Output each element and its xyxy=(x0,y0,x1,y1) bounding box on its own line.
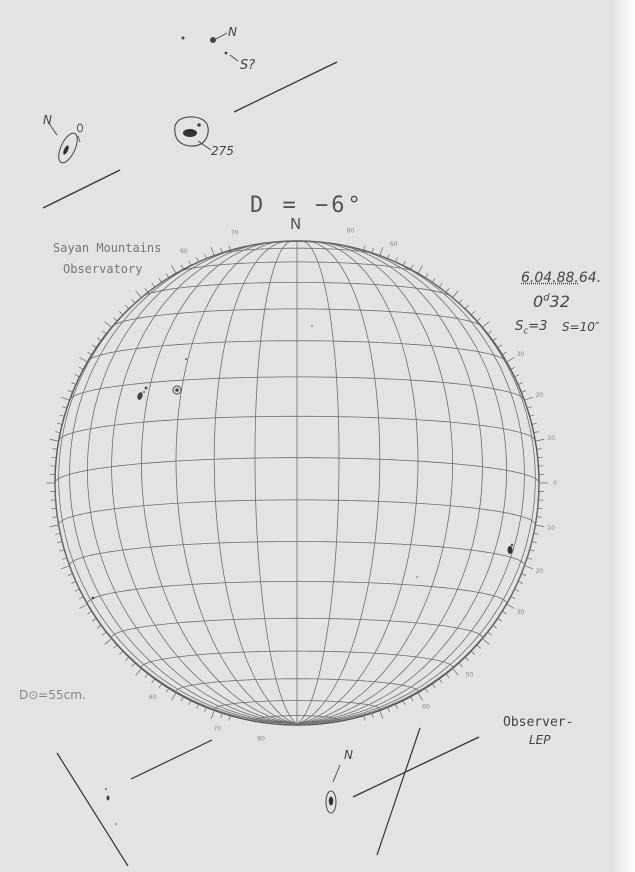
limb-tick xyxy=(105,322,112,328)
limb-tick xyxy=(221,713,223,718)
meridian-line xyxy=(55,483,297,724)
limb-tick xyxy=(152,679,155,683)
limb-tick xyxy=(88,611,92,614)
limb-tick xyxy=(388,707,390,712)
limb-tick xyxy=(364,716,365,721)
limb-tick xyxy=(471,651,475,655)
limb-tick xyxy=(113,645,117,648)
limb-tick xyxy=(152,283,155,287)
limb-tick xyxy=(50,525,59,527)
meridian-line xyxy=(297,483,539,724)
limb-tick xyxy=(132,663,135,667)
scale-sc xyxy=(515,319,547,337)
limb-tick xyxy=(538,457,543,458)
limb-tick xyxy=(521,391,526,393)
limb-tick xyxy=(79,367,83,369)
limb-tick xyxy=(125,305,128,309)
time-sup: d xyxy=(543,292,550,304)
limb-degree-label: 80 xyxy=(257,735,265,743)
limb-tick xyxy=(61,566,70,569)
observer-label: Observer- xyxy=(503,715,574,730)
meridian-line xyxy=(87,245,297,724)
limb-degree-label: 80 xyxy=(346,227,355,235)
limb-tick xyxy=(80,358,88,363)
limb-degree-labels xyxy=(149,228,557,743)
limb-tick xyxy=(57,542,62,543)
limb-degree-label: 10 xyxy=(547,524,555,532)
orientation-line xyxy=(353,737,479,797)
limb-tick xyxy=(189,261,191,266)
limb-tick xyxy=(507,604,515,609)
limb-tick xyxy=(97,625,101,628)
limb-tick xyxy=(465,657,469,661)
limb-tick xyxy=(418,693,423,701)
limb-tick xyxy=(459,299,462,303)
pore-dot xyxy=(311,325,313,327)
pore-dot xyxy=(92,597,95,600)
limb-tick xyxy=(538,508,543,509)
limb-tick xyxy=(459,663,462,667)
limb-tick xyxy=(488,632,492,635)
limb-tick xyxy=(364,246,365,251)
sc-symbol: S xyxy=(515,319,524,334)
limb-tick xyxy=(71,581,76,583)
limb-tick xyxy=(79,597,83,599)
observation-time xyxy=(533,292,570,311)
limb-tick xyxy=(425,274,428,278)
sketch-group-275 xyxy=(175,117,211,150)
limb-tick xyxy=(482,639,489,645)
date-suffix: 64. xyxy=(578,270,602,286)
limb-tick xyxy=(97,338,101,341)
sketch-north-label: N xyxy=(43,113,52,127)
limb-tick xyxy=(493,338,497,341)
limb-tick xyxy=(136,291,142,298)
limb-tick xyxy=(477,645,481,648)
limb-degree-label: 70 xyxy=(213,725,222,733)
limb-tick xyxy=(125,657,128,661)
time-value: 32 xyxy=(549,292,570,311)
limb-tick xyxy=(530,415,535,416)
limb-tick xyxy=(159,684,162,688)
limb-tick xyxy=(102,632,106,635)
limb-tick xyxy=(60,550,65,551)
limb-tick xyxy=(439,283,442,287)
limb-tick xyxy=(502,611,506,614)
limb-tick xyxy=(55,533,60,534)
limb-tick xyxy=(80,604,88,609)
limb-tick xyxy=(372,713,374,718)
limb-tick xyxy=(403,701,405,706)
limb-tick xyxy=(52,517,57,518)
limb-tick xyxy=(535,439,544,441)
limb-tick xyxy=(532,423,537,424)
limb-tick xyxy=(518,581,523,583)
limb-tick xyxy=(92,345,96,348)
observation-date xyxy=(521,270,601,286)
limb-tick xyxy=(537,517,542,518)
limb-tick xyxy=(61,397,70,400)
limb-tick xyxy=(395,704,397,709)
limb-tick xyxy=(181,265,183,269)
limb-tick xyxy=(507,358,515,363)
limb-tick xyxy=(221,248,223,253)
orientation-line xyxy=(131,740,212,779)
limb-tick xyxy=(197,257,199,262)
limb-degree-label: 60 xyxy=(422,703,430,711)
limb-tick xyxy=(166,688,169,692)
time-prefix: 0 xyxy=(533,292,544,311)
limb-degree-label: 20 xyxy=(535,391,544,399)
limb-tick xyxy=(113,318,117,321)
limb-tick xyxy=(477,318,481,321)
limb-tick xyxy=(403,261,405,266)
limb-tick xyxy=(205,254,207,259)
limb-tick xyxy=(172,266,177,274)
sc-value: =3 xyxy=(528,319,548,334)
solar-disk xyxy=(46,228,557,743)
limb-tick xyxy=(446,674,449,678)
date-value: 6.04.88. xyxy=(521,270,579,286)
meridian-line xyxy=(297,245,507,724)
limb-tick xyxy=(88,352,92,355)
limb-tick xyxy=(60,415,65,416)
limb-tick xyxy=(197,704,199,709)
sketch-north-label: N xyxy=(228,25,237,39)
limb-tick xyxy=(524,566,533,569)
limb-tick xyxy=(488,331,492,334)
limb-tick xyxy=(75,375,80,377)
limb-tick xyxy=(119,311,123,315)
limb-tick xyxy=(189,701,191,706)
limb-degree-label: 10 xyxy=(547,435,555,443)
limb-tick xyxy=(425,688,428,692)
limb-tick xyxy=(432,684,435,688)
limb-tick xyxy=(534,432,539,433)
limb-degree-label: 60 xyxy=(389,240,398,248)
observatory-name-line1: Sayan Mountains xyxy=(53,241,162,255)
north-marker: N xyxy=(290,215,302,233)
limb-tick xyxy=(518,383,523,385)
tilt-angle-title: D = −6° xyxy=(250,193,364,218)
limb-tick xyxy=(502,352,506,355)
limb-tick xyxy=(534,533,539,534)
limb-tick xyxy=(537,449,542,450)
limb-tick xyxy=(465,305,469,309)
limb-tick xyxy=(527,407,532,409)
limb-tick xyxy=(439,679,442,683)
limb-degree-label: 70 xyxy=(230,229,239,237)
limb-degree-label: 30 xyxy=(516,609,525,616)
limb-degree-label: 20 xyxy=(535,568,544,576)
limb-tick xyxy=(411,697,413,701)
limb-tick xyxy=(511,597,515,599)
limb-tick xyxy=(229,246,230,251)
limb-tick xyxy=(395,257,397,262)
limb-tick xyxy=(511,367,515,369)
limb-tick xyxy=(418,266,423,274)
limb-tick xyxy=(432,278,435,282)
limb-tick xyxy=(181,697,183,701)
limb-tick xyxy=(50,439,59,441)
limb-tick xyxy=(145,288,148,292)
limb-tick xyxy=(493,625,497,628)
limb-tick xyxy=(105,639,112,645)
limb-tick xyxy=(71,383,76,385)
limb-tick xyxy=(51,457,56,458)
limb-degree-label: 30 xyxy=(516,351,525,358)
limb-tick xyxy=(68,391,73,393)
sketch-top-left xyxy=(48,122,83,165)
limb-tick xyxy=(102,331,106,334)
sunspot-round xyxy=(173,386,181,394)
limb-tick xyxy=(229,716,230,721)
limb-tick xyxy=(498,345,502,348)
limb-tick xyxy=(136,668,142,675)
limb-degree-label: 50 xyxy=(465,671,474,679)
limb-tick xyxy=(57,423,62,424)
limb-tick xyxy=(62,407,67,409)
observer-name: LEP xyxy=(529,733,551,747)
limb-tick xyxy=(515,375,520,377)
limb-tick xyxy=(52,449,57,450)
orientation-line xyxy=(57,753,128,866)
limb-degree-label: 60 xyxy=(148,693,157,701)
limb-tick xyxy=(205,707,207,712)
limb-tick xyxy=(521,574,526,576)
orientation-line xyxy=(377,728,420,855)
limb-tick xyxy=(535,525,544,527)
orientation-line xyxy=(43,170,120,208)
limb-tick xyxy=(62,558,67,560)
sketch-bottom-center xyxy=(326,765,340,813)
limb-tick xyxy=(453,668,459,675)
disk-diameter: D⊙=55cm. xyxy=(19,688,86,702)
sketch-s-question-label: S? xyxy=(240,58,256,73)
limb-tick xyxy=(145,674,148,678)
pore-dot xyxy=(185,358,187,360)
limb-tick xyxy=(166,274,169,278)
limb-tick xyxy=(92,618,96,621)
limb-tick xyxy=(172,693,177,701)
sketch-north-label: N xyxy=(344,748,353,762)
limb-tick xyxy=(453,291,459,298)
sc-sub: c xyxy=(523,326,529,337)
limb-tick xyxy=(482,322,489,328)
observatory-name-line2: Observatory xyxy=(63,262,143,276)
limb-tick xyxy=(211,710,214,719)
pore-dot xyxy=(416,576,418,578)
limb-tick xyxy=(532,542,537,543)
limb-tick xyxy=(119,651,123,655)
limb-degree-label: 0 xyxy=(553,480,557,487)
limb-tick xyxy=(388,254,390,259)
limb-tick xyxy=(68,574,73,576)
limb-tick xyxy=(380,710,383,719)
seeing-value: S=10″ xyxy=(562,320,600,334)
spot-group-number: 275 xyxy=(211,144,234,158)
limb-tick xyxy=(380,247,383,256)
limb-tick xyxy=(446,288,449,292)
limb-tick xyxy=(411,265,413,269)
limb-tick xyxy=(527,558,532,560)
limb-tick xyxy=(211,247,214,256)
limb-degree-label: 60 xyxy=(180,248,188,256)
sunspot-group-west xyxy=(136,387,147,401)
limb-tick xyxy=(55,432,60,433)
limb-tick xyxy=(372,248,374,253)
limb-tick xyxy=(471,311,475,315)
limb-tick xyxy=(498,618,502,621)
limb-tick xyxy=(515,589,520,591)
limb-tick xyxy=(75,589,80,591)
limb-tick xyxy=(524,397,533,400)
limb-tick xyxy=(51,508,56,509)
limb-tick xyxy=(132,299,135,303)
sketch-bottom-left xyxy=(105,788,117,825)
limb-tick xyxy=(159,278,162,282)
limb-tick xyxy=(530,550,535,551)
